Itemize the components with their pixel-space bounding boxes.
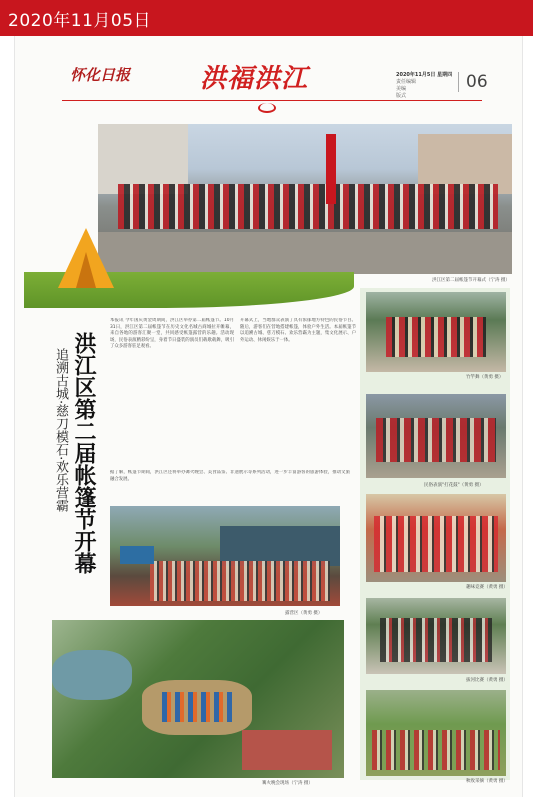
crowd-area bbox=[150, 561, 330, 601]
article-paragraph: 开幕式上，当地群众表演了具有浓郁地方特色的民俗节目。随后，游客们在营地搭建帐篷，体验户外生活。本届帐篷节以追溯古城、慈刀模石、欢乐营霸为主题，集文化展示、户外运动、休闲娱乐于一体。 bbox=[240, 318, 356, 343]
masthead-meta bbox=[396, 72, 458, 100]
harvest-crowd bbox=[372, 730, 500, 770]
photo-tug-of-war bbox=[366, 598, 506, 674]
page-number: 06 bbox=[466, 72, 488, 92]
section-title: 洪福洪江 bbox=[200, 64, 309, 94]
article-column-1 bbox=[110, 318, 234, 468]
meta-line: 版式 bbox=[396, 93, 407, 99]
date-banner bbox=[0, 0, 533, 36]
performers bbox=[386, 317, 486, 357]
field-patch bbox=[242, 730, 332, 770]
photo-harvest bbox=[366, 690, 506, 776]
caption-middle-photo: 露营区（黄勇 摄） bbox=[285, 611, 323, 616]
caption-strip-4: 拔河比赛（黄勇 摄） bbox=[466, 678, 508, 683]
photo-aerial-campsite bbox=[52, 620, 344, 778]
masthead-date: 2020年11月5日 星期四 bbox=[396, 72, 453, 78]
red-banner-flag bbox=[326, 134, 336, 204]
plaza-ground bbox=[98, 232, 512, 274]
article-column-3 bbox=[110, 470, 350, 500]
drum-performers bbox=[376, 418, 496, 462]
masthead-rule bbox=[62, 100, 482, 101]
caption-strip-1: 竹竿舞（黄勇 摄） bbox=[466, 375, 504, 380]
article-subheadline: 追溯古城·慈刀模石·欢乐营霸 bbox=[53, 348, 68, 513]
photo-fun-competition bbox=[366, 494, 506, 582]
tug-team bbox=[380, 618, 492, 662]
crowd-red-flags bbox=[118, 184, 498, 229]
building-roofs bbox=[220, 526, 340, 566]
article-paragraph: 据了解，帐篷节期间，洪江区还将举办篝火晚会、美食品鉴、非遗展示等系列活动，进一步丰富游客的旅游体验，推动文旅融合发展。 bbox=[110, 470, 350, 482]
page-separator bbox=[458, 72, 459, 92]
photo-drum-performance bbox=[366, 394, 506, 478]
caption-strip-3: 趣味竞赛（黄勇 摄） bbox=[466, 585, 508, 590]
article-paragraph: 本报讯 今年国庆黄金周期间，洪江区举办第二届帐篷节。10月31日，洪江区第二届帐篷节在历史文化名城古商城拉开帷幕，来自各地的游客汇聚一堂，共同感受帐篷露营的乐趣。活动现场，民俗表演精彩纷呈，身着节日盛装的演员们载歌载舞，吸引了众多游客驻足观看。 bbox=[110, 318, 234, 350]
photo-camping-area bbox=[110, 506, 340, 606]
photo-opening-ceremony bbox=[98, 124, 512, 274]
caption-bottom-photo: 篝火晚会现场（宁涛 摄） bbox=[262, 781, 313, 786]
ornament-icon bbox=[258, 103, 276, 113]
issue-date: 2020年11月05日 bbox=[8, 11, 152, 31]
competitors bbox=[374, 516, 498, 572]
paper-name: 怀化日报 bbox=[70, 66, 131, 84]
caption-strip-2: 民俗表演"打花鼓"（黄勇 摄） bbox=[424, 483, 484, 488]
photo-bamboo-dance bbox=[366, 292, 506, 372]
lake bbox=[52, 650, 132, 700]
caption-top-photo: 洪江区第二届帐篷节开幕式（宁涛 摄） bbox=[432, 278, 510, 283]
tent-door-icon bbox=[76, 252, 96, 288]
meta-line: 美编 bbox=[396, 86, 407, 92]
meta-line: 责任编辑 bbox=[396, 79, 417, 85]
tents-cluster bbox=[162, 692, 232, 722]
caption-strip-5: 秋收采摘（黄勇 摄） bbox=[466, 779, 508, 784]
article-column-2 bbox=[240, 318, 356, 468]
article-headline: 洪江区第二届帐篷节开幕 bbox=[71, 332, 97, 574]
blue-tent bbox=[120, 546, 154, 564]
